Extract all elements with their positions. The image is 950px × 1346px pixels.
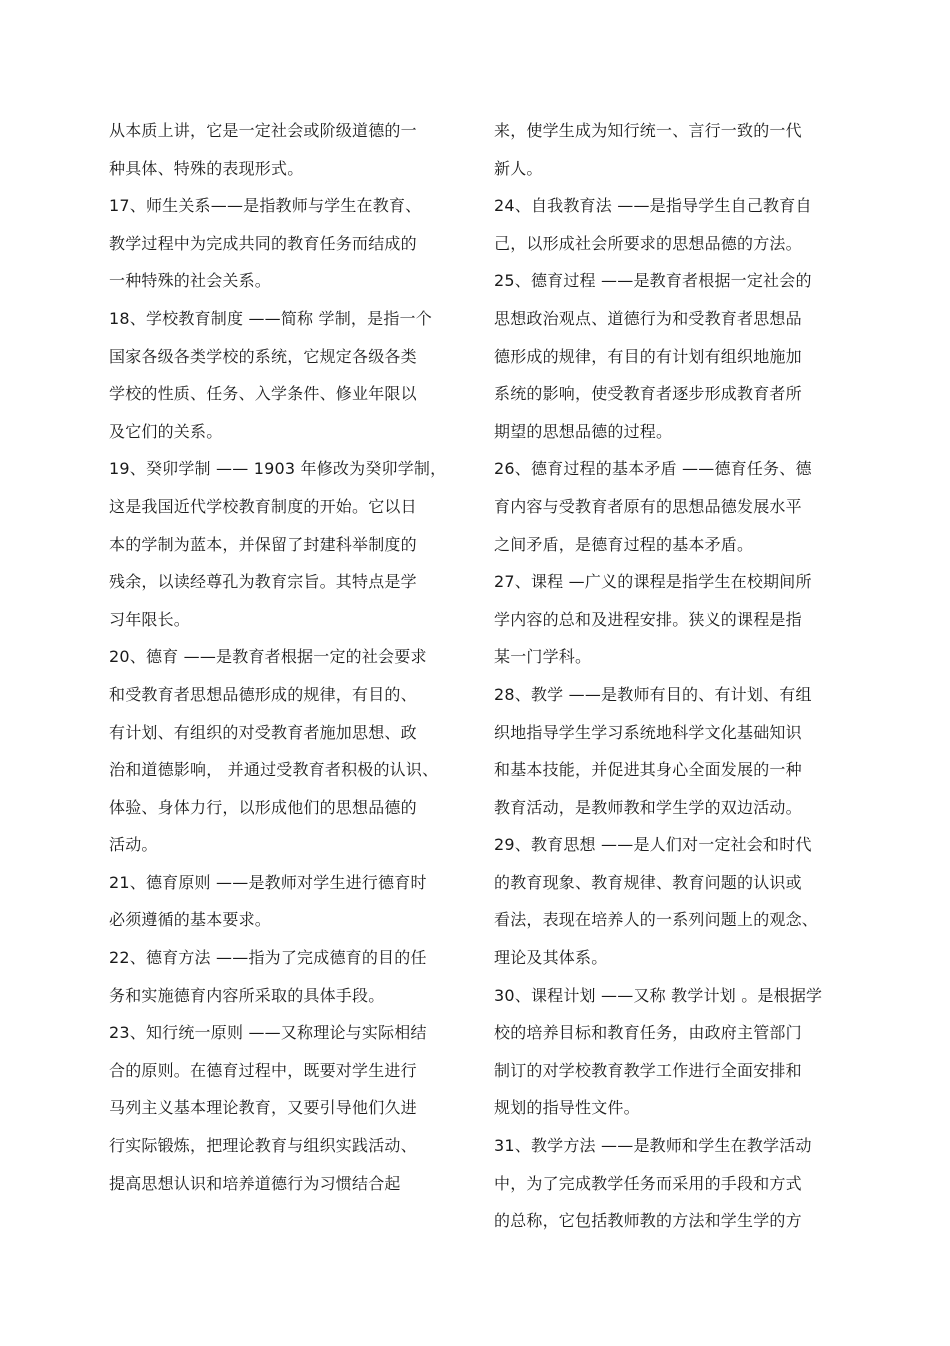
text-line: 23、知行统一原则 ——又称理论与实际相结	[109, 1023, 427, 1043]
text-line: 合的原则。在德育过程中，既要对学生进行	[109, 1060, 417, 1080]
text-line: 思想政治观点、道德行为和受教育者思想品	[494, 308, 802, 328]
text-line: 29、教育思想 ——是人们对一定社会和时代	[494, 835, 812, 855]
text-line: 来，使学生成为知行统一、言行一致的一代	[494, 121, 802, 140]
text-line: 之间矛盾，是德育过程的基本矛盾。	[494, 534, 754, 554]
text-line: 这是我国近代学校教育制度的开始。它以日	[109, 496, 417, 516]
text-line: 27、课程 —广义的课程是指学生在校期间所	[494, 572, 812, 592]
text-line: 教育活动，是教师教和学生学的双边活动。	[494, 797, 802, 817]
text-line: 20、德育 ——是教育者根据一定的社会要求	[109, 647, 427, 667]
text-line: 校的培养目标和教育任务，由政府主管部门	[494, 1023, 802, 1043]
text-line: 21、德育原则 ——是教师对学生进行德育时	[109, 872, 427, 892]
text-line: 26、德育过程的基本矛盾 ——德育任务、德	[494, 459, 812, 479]
text-line: 提高思想认识和培养道德行为习惯结合起	[109, 1173, 401, 1193]
text-line: 一种特殊的社会关系。	[109, 271, 272, 291]
text-line: 学校的性质、任务、入学条件、修业年限以	[109, 384, 417, 404]
text-line: 有计划、有组织的对受教育者施加思想、政	[109, 722, 417, 742]
text-line: 国家各级各类学校的系统，它规定各级各类	[109, 346, 417, 366]
text-line: 22、德育方法 ——指为了完成德育的目的任	[109, 948, 427, 968]
left-text-column	[109, 112, 469, 1202]
text-line: 新人。	[494, 158, 543, 178]
text-line: 从本质上讲，它是一定社会或阶级道德的一	[109, 121, 417, 140]
text-line: 必须遵循的基本要求。	[109, 910, 272, 930]
text-line: 理论及其体系。	[494, 948, 608, 968]
text-line: 的总称，它包括教师教的方法和学生学的方	[494, 1211, 802, 1231]
text-line: 系统的影响，使受教育者逐步形成教育者所	[494, 384, 802, 404]
text-line: 25、德育过程 ——是教育者根据一定社会的	[494, 271, 812, 291]
text-line: 织地指导学生学习系统地科学文化基础知识	[494, 722, 802, 742]
text-line: 务和实施德育内容所采取的具体手段。	[109, 985, 385, 1005]
text-line: 种具体、特殊的表现形式。	[109, 158, 304, 178]
text-line: 马列主义基本理论教育，又要引导他们久进	[109, 1098, 417, 1118]
text-line: 和基本技能，并促进其身心全面发展的一种	[494, 760, 802, 780]
text-line: 31、教学方法 ——是教师和学生在教学活动	[494, 1136, 812, 1156]
text-line: 残余，以读经尊孔为教育宗旨。其特点是学	[109, 572, 417, 592]
text-line: 看法，表现在培养人的一系列问题上的观念、	[494, 910, 819, 930]
text-line: 制订的对学校教育教学工作进行全面安排和	[494, 1060, 802, 1080]
text-line: 24、自我教育法 ——是指导学生自己教育自	[494, 196, 812, 216]
text-line: 育内容与受教育者原有的思想品德发展水平	[494, 496, 802, 516]
text-line: 18、学校教育制度 ——简称 学制，是指一个	[109, 308, 432, 328]
text-line: 和受教育者思想品德形成的规律，有目的、	[109, 684, 417, 704]
text-line: 习年限长。	[109, 609, 191, 629]
text-line: 规划的指导性文件。	[494, 1098, 640, 1118]
text-line: 的教育现象、教育规律、教育问题的认识或	[494, 872, 802, 892]
text-line: 28、教学 ——是教师有目的、有计划、有组	[494, 684, 812, 704]
text-line: 本的学制为蓝本，并保留了封建科举制度的	[109, 534, 417, 554]
text-line: 某一门学科。	[494, 647, 592, 667]
text-line: 及它们的关系。	[109, 421, 223, 441]
text-line: 德形成的规律，有目的有计划有组织地施加	[494, 346, 802, 366]
text-line: 己，以形成社会所要求的思想品德的方法。	[494, 233, 802, 253]
text-line: 中，为了完成教学任务而采用的手段和方式	[494, 1173, 802, 1193]
text-line: 体验、身体力行，以形成他们的思想品德的	[109, 797, 417, 817]
text-line: 30、课程计划 ——又称 教学计划 。是根据学	[494, 985, 823, 1005]
text-line: 治和道德影响， 并通过受教育者积极的认识、	[109, 760, 439, 780]
text-line: 活动。	[109, 835, 158, 855]
text-line: 学内容的总和及进程安排。狭义的课程是指	[494, 609, 802, 629]
text-line: 行实际锻炼，把理论教育与组织实践活动、	[109, 1136, 417, 1156]
right-text-column	[494, 112, 854, 1240]
text-line: 17、师生关系——是指教师与学生在教育、	[109, 196, 422, 216]
text-line: 19、癸卯学制 —— 1903 年修改为癸卯学制，	[109, 459, 447, 479]
text-line: 期望的思想品德的过程。	[494, 421, 673, 441]
text-line: 教学过程中为完成共同的教育任务而结成的	[109, 233, 417, 253]
